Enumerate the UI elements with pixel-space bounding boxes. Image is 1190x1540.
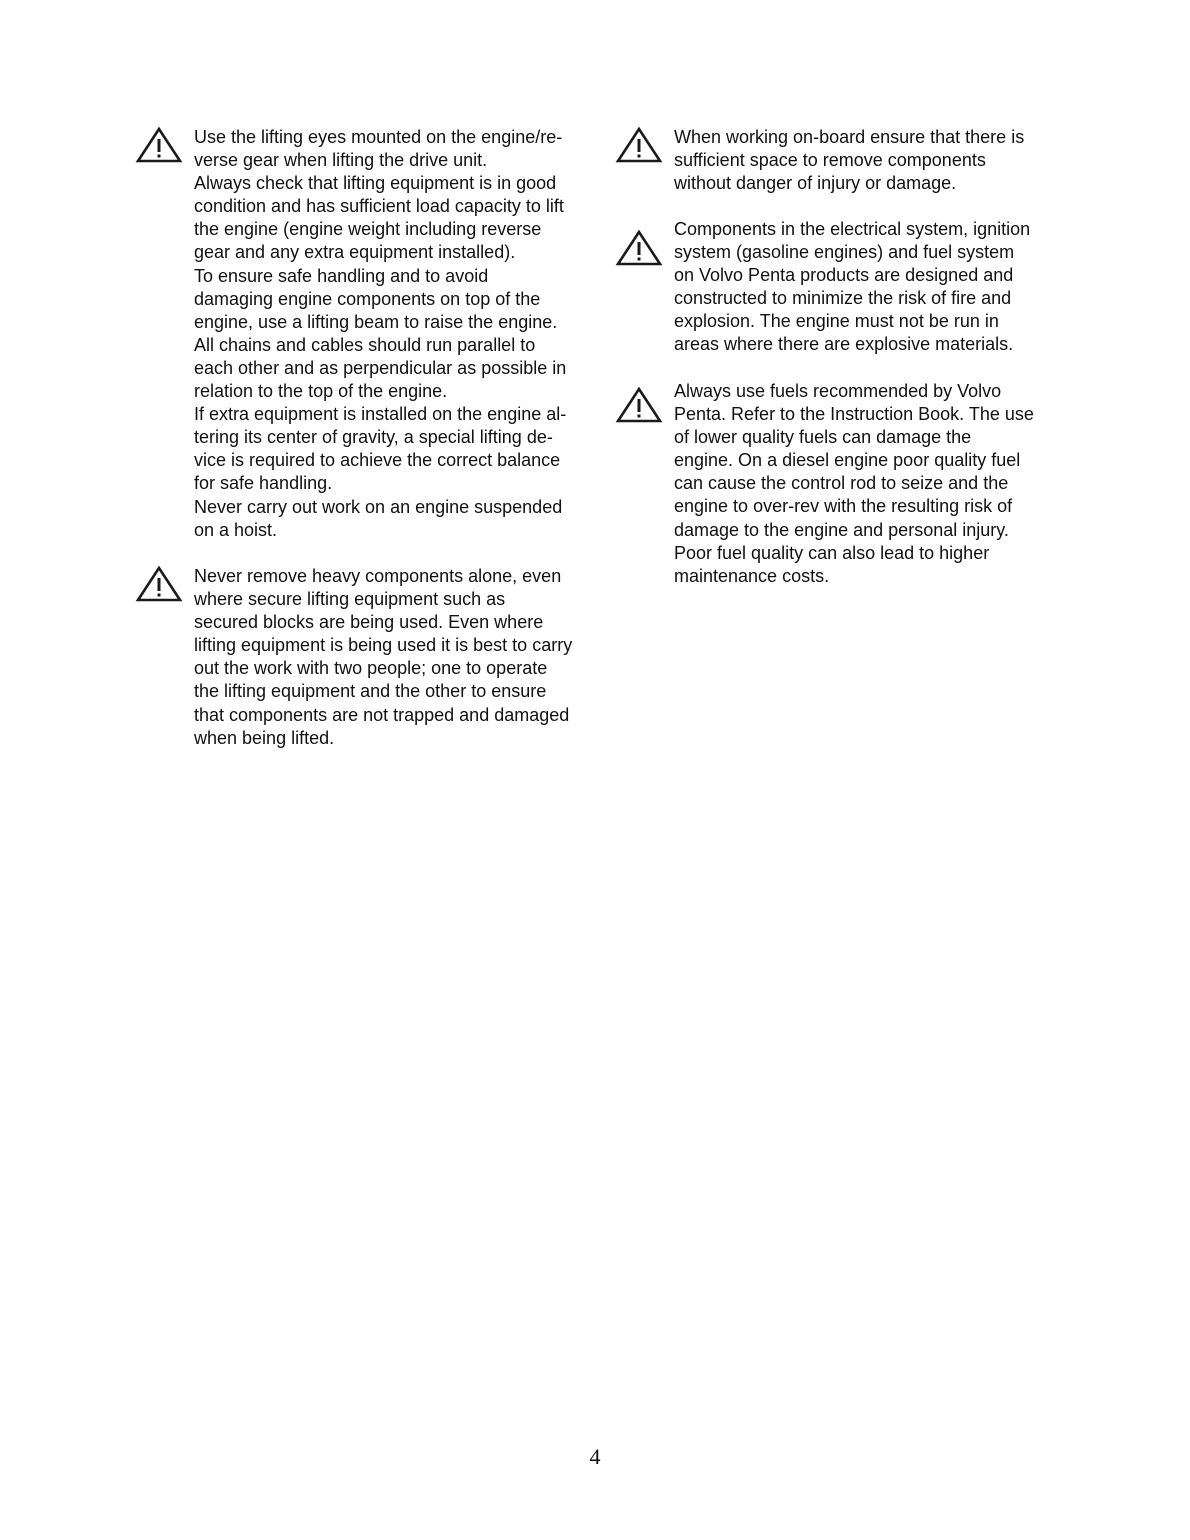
text-line: can cause the control rod to seize and the — [674, 473, 1009, 494]
text-line: explosion. The engine must not be run in — [674, 311, 999, 332]
warning-text — [194, 126, 566, 542]
warning-triangle-icon — [135, 126, 183, 166]
warning-triangle-icon — [135, 565, 183, 605]
text-line: damaging engine components on top of the — [194, 288, 541, 309]
warning-text — [674, 218, 1030, 357]
text-line: damage to the engine and personal injury. — [674, 519, 1009, 540]
text-line: lifting equipment is being used it is best to carry — [194, 635, 573, 656]
text-line: Components in the electrical system, ignition — [674, 219, 1031, 239]
text-line: secured blocks are being used. Even where — [194, 612, 544, 633]
text-line: system (gasoline engines) and fuel system — [674, 242, 1015, 263]
text-line: engine, use a lifting beam to raise the engine. — [194, 311, 558, 332]
text-line: the engine (engine weight including reverse — [194, 219, 542, 240]
warning-text — [674, 380, 1034, 588]
text-line: tering its center of gravity, a special lifting de- — [194, 427, 553, 448]
text-line: Always use fuels recommended by Volvo — [674, 381, 1002, 401]
text-line: that components are not trapped and damaged — [194, 704, 570, 725]
text-line: for safe handling. — [194, 473, 333, 494]
text-line: Never remove heavy components alone, even — [194, 566, 562, 586]
text-line: engine to over-rev with the resulting risk of — [674, 496, 1013, 517]
text-line: maintenance costs. — [674, 565, 830, 586]
text-line: sufficient space to remove components — [674, 150, 986, 171]
text-line: Use the lifting eyes mounted on the engine/re- — [194, 127, 563, 147]
text-line: when being lifted. — [194, 727, 335, 748]
text-line: If extra equipment is installed on the engine al- — [194, 404, 567, 425]
text-line: on Volvo Penta products are designed and — [674, 265, 1014, 286]
text-line: relation to the top of the engine. — [194, 381, 448, 402]
text-line: Never carry out work on an engine suspended — [194, 496, 563, 517]
warning-triangle-icon — [615, 229, 663, 269]
warning-triangle-icon — [615, 386, 663, 426]
text-line: Poor fuel quality can also lead to higher — [674, 542, 990, 563]
text-line: Penta. Refer to the Instruction Book. The use — [674, 404, 1034, 425]
warning-text — [194, 565, 572, 750]
text-line: engine. On a diesel engine poor quality fuel — [674, 450, 1021, 471]
warning-triangle-icon — [615, 126, 663, 166]
text-line: the lifting equipment and the other to ensure — [194, 681, 547, 702]
text-line: vice is required to achieve the correct balance — [194, 450, 561, 471]
text-line: without danger of injury or damage. — [674, 173, 957, 194]
text-line: areas where there are explosive materials. — [674, 334, 1014, 355]
text-line: To ensure safe handling and to avoid — [194, 265, 489, 286]
text-line: All chains and cables should run parallel to — [194, 334, 536, 355]
text-line: When working on-board ensure that there is — [674, 127, 1025, 147]
text-line: condition and has sufficient load capacity to lift — [194, 196, 564, 217]
page-number: 4 — [589, 1444, 601, 1469]
text-line: on a hoist. — [194, 519, 278, 540]
text-line: where secure lifting equipment such as — [194, 589, 506, 610]
text-line: Always check that lifting equipment is in good — [194, 173, 557, 194]
text-line: constructed to minimize the risk of fire and — [674, 288, 1012, 309]
warning-text — [674, 126, 1024, 195]
text-line: gear and any extra equipment installed). — [194, 242, 516, 263]
text-line: out the work with two people; one to operate — [194, 658, 548, 679]
text-line: verse gear when lifting the drive unit. — [194, 150, 488, 171]
text-line: of lower quality fuels can damage the — [674, 427, 972, 448]
text-line: each other and as perpendicular as possible in — [194, 357, 567, 378]
